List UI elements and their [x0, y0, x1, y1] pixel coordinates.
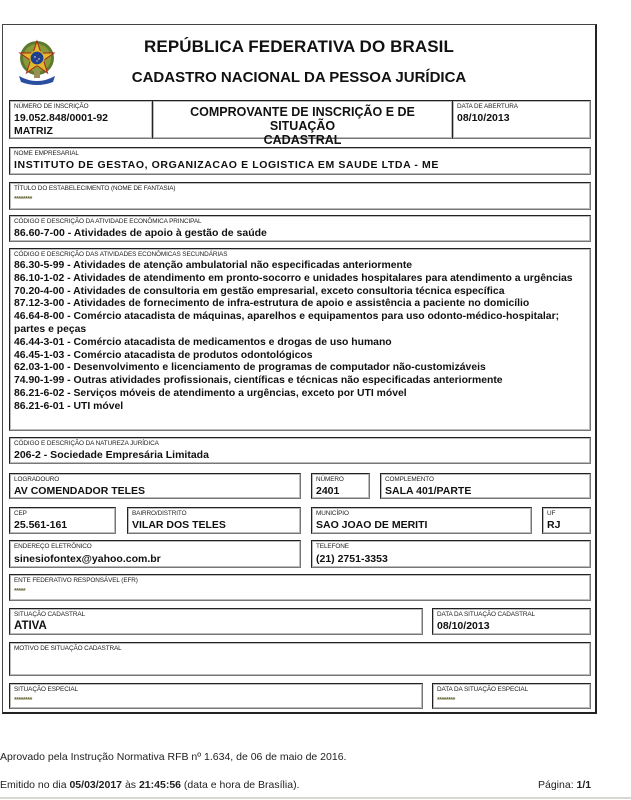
abertura-box	[452, 100, 591, 139]
emitido-hora: 21:45:56	[138, 779, 181, 791]
complemento-label: COMPLEMENTO	[385, 476, 434, 483]
list-item: 70.20-4-00 - Atividades de consultoria em gestão empresarial, exceto consultoria técnica específica	[14, 285, 505, 297]
situacao-cadastral-label: SITUAÇÃO CADASTRAL	[14, 611, 85, 618]
telefone-label: TELEFONE	[316, 543, 349, 550]
list-item: 86.21-6-01 - UTI móvel	[14, 400, 124, 412]
nome-empresarial-value: INSTITUTO DE GESTAO, ORGANIZACAO E LOGISTICA EM SAUDE LTDA - ME	[14, 159, 439, 171]
numero-label: NÚMERO	[316, 476, 344, 483]
data-situacao-cadastral-label: DATA DA SITUAÇÃO CADASTRAL	[437, 611, 536, 618]
emitido-note	[0, 779, 299, 791]
data-situacao-especial-box	[432, 683, 591, 709]
comprovante-title-line2: CADASTRAL	[263, 133, 342, 147]
situacao-especial-label: SITUAÇÃO ESPECIAL	[14, 686, 79, 693]
bairro-label: BAIRRO/DISTRITO	[132, 510, 187, 517]
list-item: 87.12-3-00 - Atividades de fornecimento de infra-estrutura de apoio e assistência a paciente no domicílio	[14, 298, 530, 310]
list-item: 74.90-1-99 - Outras atividades profissionais, científicas e técnicas não especificadas anteriormente	[14, 375, 503, 387]
nome-empresarial-box	[9, 147, 591, 175]
comprovante-box	[152, 100, 453, 147]
data-situacao-especial-label: DATA DA SITUAÇÃO ESPECIAL	[437, 686, 529, 693]
atividades-secundarias-label: CÓDIGO E DESCRIÇÃO DAS ATIVIDADES ECONÔMICAS SECUNDÁRIAS	[14, 251, 228, 258]
list-item: 86.10-1-02 - Atividades de atendimento em pronto-socorro e unidades hospitalares para atendimento a urgências	[14, 272, 573, 284]
situacao-cadastral-box	[9, 608, 423, 635]
telefone-value: (21) 2751-3353	[316, 553, 388, 565]
list-item: 46.45-1-03 - Comércio atacadista de produtos odontológicos	[14, 349, 313, 361]
titulo-estabelecimento-value: ********	[14, 196, 32, 203]
complemento-box	[380, 473, 591, 499]
document-subtitle: CADASTRO NACIONAL DA PESSOA JURÍDICA	[131, 69, 467, 86]
emitido-prefix: Emitido no dia	[0, 779, 70, 791]
aprovado-note: Aprovado pela Instrução Normativa RFB nº 1.634, de 06 de maio de 2016.	[0, 751, 347, 763]
logradouro-value: AV COMENDADOR TELES	[14, 485, 146, 497]
situacao-especial-value: ********	[14, 697, 32, 704]
natureza-juridica-box	[9, 437, 591, 464]
inscricao-label: NÚMERO DE INSCRIÇÃO	[14, 103, 89, 110]
page-indicator	[538, 779, 591, 791]
titulo-estabelecimento-label: TÍTULO DO ESTABELECIMENTO (NOME DE FANTASIA)	[14, 185, 176, 192]
abertura-value: 08/10/2013	[457, 112, 510, 124]
complemento-value: SALA 401/PARTE	[385, 485, 472, 497]
atividade-principal-label: CÓDIGO E DESCRIÇÃO DA ATIVIDADE ECONÔMICA PRINCIPAL	[14, 218, 202, 225]
comprovante-title-line1: COMPROVANTE DE INSCRIÇÃO E DE SITUAÇÃO	[190, 105, 415, 133]
list-item: 46.64-8-00 - Comércio atacadista de máquinas, aparelhos e equipamentos para uso odonto-médico-hospitalar; partes e peças	[14, 311, 560, 335]
cep-label: CEP	[14, 510, 27, 517]
email-label: ENDEREÇO ELETRÔNICO	[14, 543, 92, 550]
email-value: sinesiofontex@yahoo.com.br	[14, 553, 161, 565]
efr-box	[9, 574, 591, 601]
nome-empresarial-label: NOME EMPRESARIAL	[14, 150, 79, 157]
abertura-label: DATA DE ABERTURA	[457, 103, 518, 110]
cep-value: 25.561-161	[14, 519, 68, 531]
bairro-box	[127, 507, 301, 534]
municipio-box	[311, 507, 532, 534]
natureza-juridica-label: CÓDIGO E DESCRIÇÃO DA NATUREZA JURÍDICA	[14, 440, 159, 447]
inscricao-box	[9, 100, 153, 139]
uf-value: RJ	[547, 519, 561, 531]
emitido-suffix: (data e hora de Brasília).	[181, 779, 300, 791]
emitido-data: 05/03/2017	[69, 779, 123, 791]
uf-box	[542, 507, 591, 534]
uf-label: UF	[547, 510, 556, 517]
efr-value: *****	[14, 588, 26, 595]
atividades-secundarias-box	[9, 248, 591, 431]
emitido-mid: às	[122, 779, 139, 791]
motivo-situacao-box	[9, 642, 591, 676]
municipio-label: MUNICÍPIO	[316, 510, 349, 517]
email-box	[9, 540, 301, 568]
inscricao-numero: 19.052.848/0001-92	[14, 112, 109, 124]
natureza-juridica-value: 206-2 - Sociedade Empresária Limitada	[14, 449, 209, 461]
situacao-cadastral-value: ATIVA	[14, 620, 47, 632]
document-title: REPÚBLICA FEDERATIVA DO BRASIL	[144, 37, 454, 56]
data-situacao-especial-value: ********	[437, 697, 455, 704]
data-situacao-cadastral-box	[432, 608, 591, 635]
list-item: 86.21-6-02 - Serviços móveis de atendimento a urgências, exceto por UTI móvel	[14, 387, 407, 399]
cep-box	[9, 507, 116, 534]
bottom-divider	[0, 797, 631, 799]
situacao-especial-box	[9, 683, 423, 709]
numero-box	[311, 473, 370, 499]
list-item: 86.30-5-99 - Atividades de atenção ambulatorial não especificadas anteriormente	[14, 260, 413, 271]
titulo-estabelecimento-box	[9, 182, 591, 210]
page-value: 1/1	[576, 779, 592, 791]
atividade-principal-box	[9, 215, 591, 242]
logradouro-label: LOGRADOURO	[14, 476, 60, 483]
page-label: Página:	[538, 779, 577, 791]
inscricao-tipo: MATRIZ	[14, 125, 53, 137]
bairro-value: VILAR DOS TELES	[132, 519, 226, 531]
comprovante-title	[159, 105, 446, 147]
atividade-principal-value: 86.60-7-00 - Atividades de apoio à gestão de saúde	[14, 227, 267, 239]
atividades-secundarias-list	[14, 260, 589, 414]
list-item: 62.03-1-00 - Desenvolvimento e licenciamento de programas de computador não-customizáveis	[14, 362, 486, 374]
list-item: 46.44-3-01 - Comércio atacadista de medicamentos e drogas de uso humano	[14, 336, 392, 348]
numero-value: 2401	[316, 485, 340, 497]
logradouro-box	[9, 473, 301, 499]
municipio-value: SAO JOAO DE MERITI	[316, 519, 428, 531]
data-situacao-cadastral-value: 08/10/2013	[437, 620, 490, 632]
motivo-situacao-label: MOTIVO DE SITUAÇÃO CADASTRAL	[14, 645, 122, 652]
telefone-box	[311, 540, 591, 568]
efr-label: ENTE FEDERATIVO RESPONSÁVEL (EFR)	[14, 577, 138, 584]
